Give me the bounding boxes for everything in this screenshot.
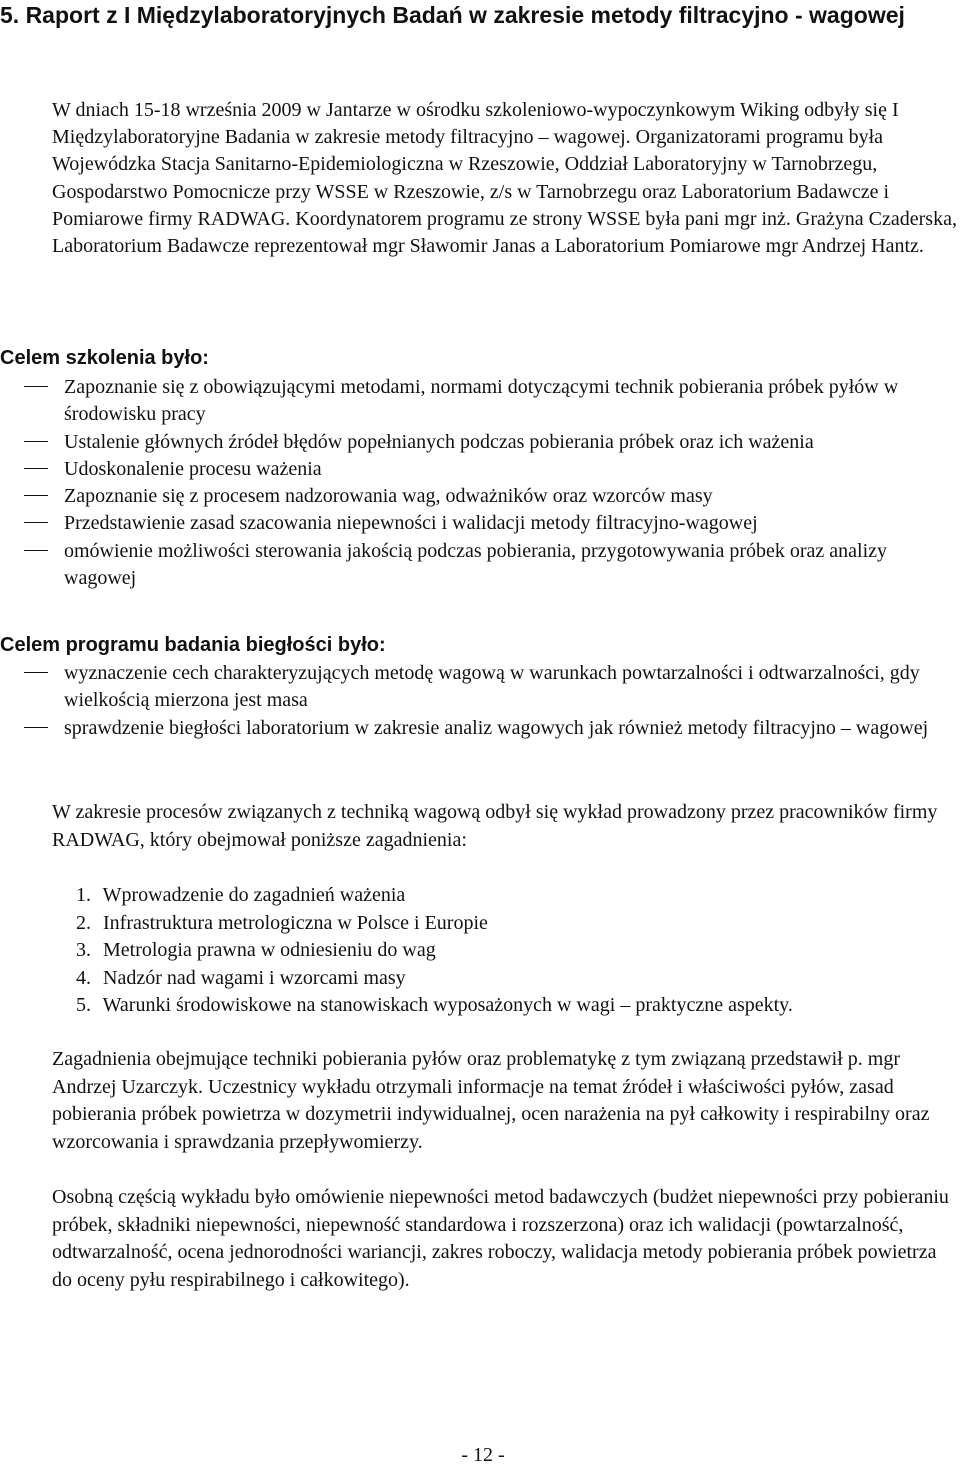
intro-paragraph: W dniach 15-18 września 2009 w Jantarze w ośrodku szkoleniowo-wypoczynkowym Wiking odbyły się I Międzylaboratoryjne Badania w zakresie metody filtracyjno – wagowej. Organizatorami programu była Wojewódzka Stacja Sanitarno-Epidemiologiczna w Rzeszowie, Oddział Laboratoryjny w Tarnobrzegu, Gospodarstwo Pomocnicze przy WSSE w Rzeszowie, z/s w Tarnobrzegu oraz Laboratorium Badawcze i Pomiarowe firmy RADWAG. Koordynatorem programu ze strony WSSE była pani mgr inż. Grażyna Czaderska, Laboratorium Badawcze reprezentował mgr Sławomir Janas a Laboratorium Pomiarowe mgr Andrzej Hantz.	[52, 99, 957, 258]
dash-bullet-icon	[24, 468, 48, 469]
list-item: omówienie możliwości sterowania jakością podczas pobierania, przygotowywania próbek oraz analizy wagowej	[0, 538, 955, 593]
list-item: 3. Metrologia prawna w odniesieniu do wag	[76, 939, 436, 961]
list-item: Przedstawienie zasad szacowania niepewności i walidacji metody filtracyjno-wagowej	[0, 510, 955, 537]
dash-bullet-icon	[24, 727, 48, 728]
lecture-topics-list	[76, 882, 956, 1020]
proficiency-goals-list	[0, 660, 955, 742]
page-number: - 12 -	[461, 1444, 505, 1466]
proficiency-goals-title: Celem programu badania biegłości było:	[0, 634, 386, 656]
list-item: Udoskonalenie procesu ważenia	[0, 456, 955, 483]
section-heading: 5. Raport z I Międzylaboratoryjnych Badań w zakresie metody filtracyjno - wagowej	[0, 2, 905, 28]
list-item: Ustalenie głównych źródeł błędów popełnianych podczas pobierania próbek oraz ich ważenia	[0, 429, 955, 456]
list-item: sprawdzenie biegłości laboratorium w zakresie analiz wagowych jak również metody filtracyjno – wagowej	[0, 715, 955, 742]
dash-bullet-icon	[24, 672, 48, 673]
list-item: Zapoznanie się z procesem nadzorowania wag, odważników oraz wzorców masy	[0, 483, 955, 510]
dash-bullet-icon	[24, 441, 48, 442]
dash-bullet-icon	[24, 495, 48, 496]
lecture-intro-paragraph: W zakresie procesów związanych z techniką wagową odbył się wykład prowadzony przez pracowników firmy RADWAG, który obejmował poniższe zagadnienia:	[52, 801, 938, 851]
list-item: 5. Warunki środowiskowe na stanowiskach wyposażonych w wagi – praktyczne aspekty.	[76, 994, 793, 1016]
list-item: wyznaczenie cech charakteryzujących metodę wagową w warunkach powtarzalności i odtwarzalności, gdy wielkością mierzona jest masa	[0, 660, 955, 715]
list-item: 2. Infrastruktura metrologiczna w Polsce i Europie	[76, 911, 488, 934]
dash-bullet-icon	[24, 550, 48, 551]
training-goals-title: Celem szkolenia było:	[0, 347, 209, 369]
list-item: 4. Nadzór nad wagami i wzorcami masy	[76, 966, 406, 989]
dash-bullet-icon	[24, 386, 48, 387]
list-item: 1. Wprowadzenie do zagadnień ważenia	[76, 884, 406, 906]
list-item: Zapoznanie się z obowiązującymi metodami, normami dotyczącymi technik pobierania próbek pyłów w środowisku pracy	[0, 374, 955, 429]
uncertainty-paragraph: Osobną częścią wykładu było omówienie niepewności metod badawczych (budżet niepewności przy pobieraniu próbek, składniki niepewności, niepewność standardowa i rozszerzona) oraz ich walidacji (powtarzalność, odtwarzalność, ocena jednorodności wariancji, zakres roboczy, walidacja metody pobierania próbek powietrza do oceny pyłu respirabilnego i całkowitego).	[52, 1186, 949, 1291]
dash-bullet-icon	[24, 522, 48, 523]
dust-sampling-paragraph: Zagadnienia obejmujące techniki pobierania pyłów oraz problematykę z tym związaną przedstawił p. mgr Andrzej Uzarczyk. Uczestnicy wykładu otrzymali informacje na temat źródeł i właściwości pyłów, zasad pobierania próbek powietrza w dozymetrii indywidualnej, ocen narażenia na pył całkowity i respirabilny oraz wzorcowania i sprawdzania przepływomierzy.	[52, 1048, 930, 1153]
training-goals-list	[0, 374, 955, 592]
